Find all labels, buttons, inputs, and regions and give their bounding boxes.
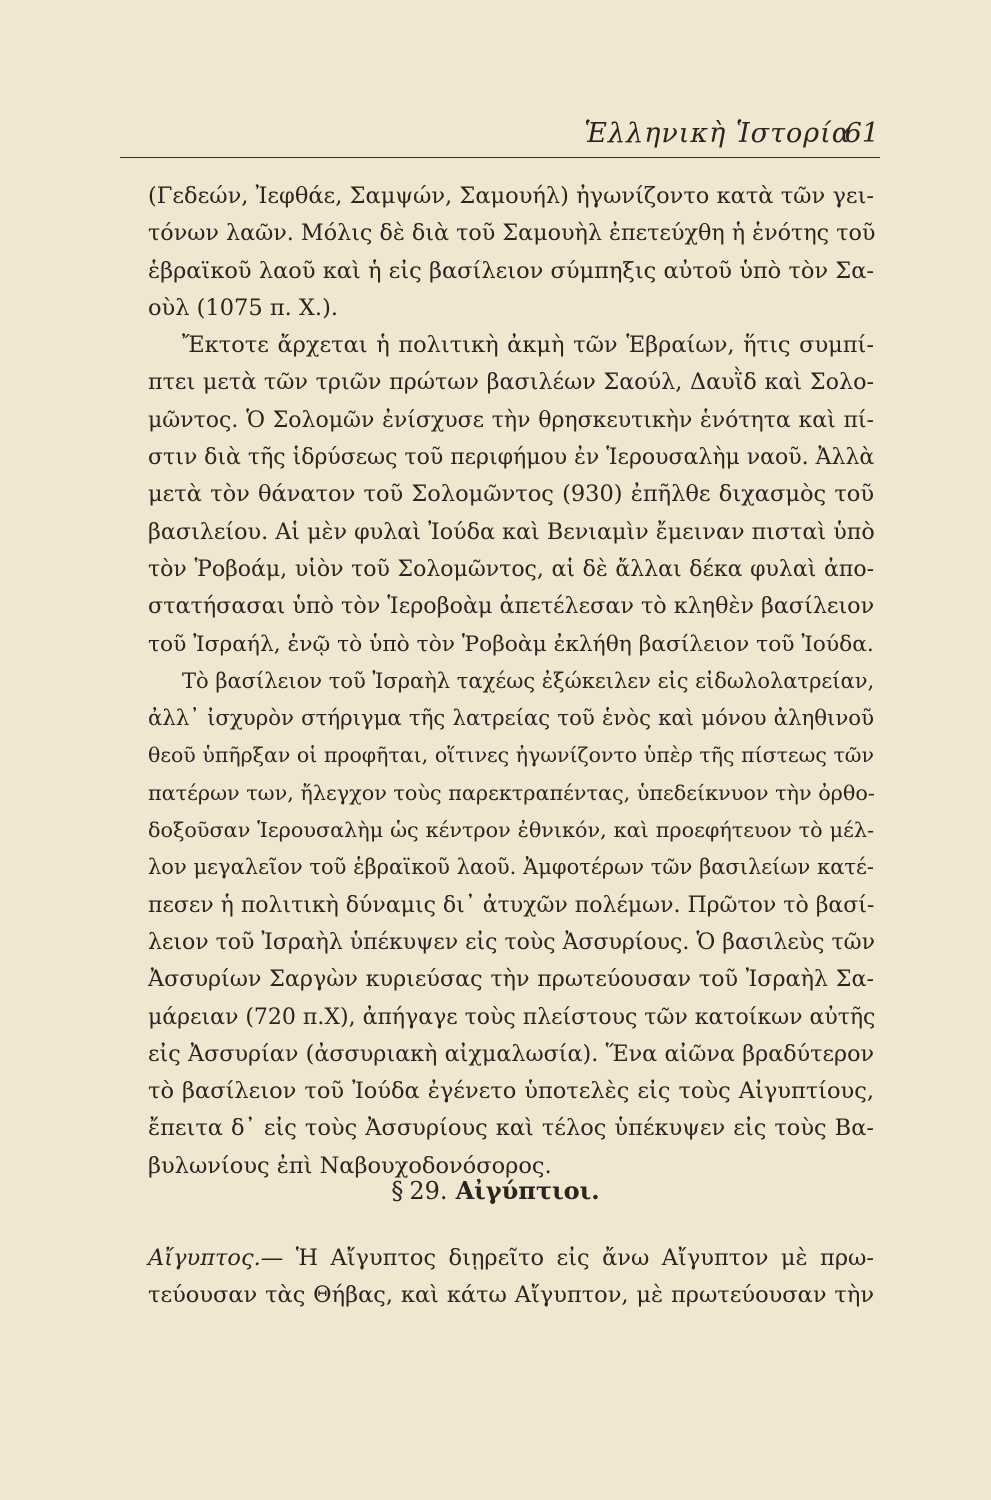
section-symbol: §	[391, 1177, 404, 1205]
text-line: τόνων λαῶν. Μόλις δὲ διὰ τοῦ Σαμουὴλ ἐπετεύχθη ἡ ἑνότης τοῦ	[148, 220, 876, 247]
text-line: μάρειαν (720 π.Χ), ἀπήγαγε τοὺς πλείστους τῶν κατοίκων αὐτῆς	[148, 1004, 876, 1030]
text-line: τὸν Ῥοβοάμ, υἱὸν τοῦ Σολομῶντος, αἱ δὲ ἄλλαι δέκα φυλαὶ ἀπο-	[148, 556, 874, 582]
text-line: μετὰ τὸν θάνατον τοῦ Σολομῶντος (930) ἐπῆλθε διχασμὸς τοῦ	[148, 481, 874, 508]
text-line: τοῦ Ἰσραήλ, ἐνῷ τὸ ὑπὸ τὸν Ῥοβοὰμ ἐκλήθη βασίλειον τοῦ Ἰούδα.	[148, 631, 874, 657]
text-line: Τὸ βασίλειον τοῦ Ἰσραὴλ ταχέως ἐξώκειλεν εἰς εἰδωλολατρείαν,	[182, 668, 875, 693]
text-line: Ἀσσυρίων Σαργὼν κυριεύσας τὴν πρωτεύουσαν τοῦ Ἰσραὴλ Σα-	[148, 966, 874, 993]
text-line: τεύουσαν τὰς Θήβας, καὶ κάτω Αἴγυπτον, μὲ πρωτεύουσαν τὴν	[148, 1282, 874, 1309]
header-rule	[120, 157, 880, 158]
body-text	[148, 178, 874, 1185]
text-line: πατέρων των, ἤλεγχον τοὺς παρεκτραπέντας, ὑπεδείκνυον τὴν ὀρθο-	[148, 780, 875, 805]
section-heading	[0, 1176, 991, 1205]
section-lead: Αἴγυπτος.	[148, 1245, 261, 1271]
text-line: λειον τοῦ Ἰσραὴλ ὑπέκυψεν εἰς τοὺς Ἀσσυρίους. Ὁ βασιλεὺς τῶν	[148, 929, 875, 955]
page-number: 61	[844, 118, 879, 149]
text-line: στιν διὰ τῆς ἱδρύσεως τοῦ περιφήμου ἐν Ἱερουσαλὴμ ναοῦ. Ἀλλὰ	[148, 445, 875, 471]
text-line: πτει μετὰ τῶν τριῶν πρώτων βασιλέων Σαούλ, Δαυῒδ καὶ Σολο-	[148, 369, 874, 396]
lead-dash: —	[260, 1245, 284, 1271]
running-head	[0, 118, 991, 158]
text-line: ἑβραϊκοῦ λαοῦ καὶ ἡ εἰς βασίλειον σύμπηξις αὐτοῦ ὑπὸ τὸν Σα-	[148, 257, 874, 284]
running-head-title: Ἑλληνικὴ Ἱστορία	[584, 118, 851, 149]
text-line: βασιλείου. Αἱ μὲν φυλαὶ Ἰούδα καὶ Βενιαμὶν ἔμειναν πισταὶ ὑπὸ	[148, 518, 875, 545]
text-line: εἰς Ἀσσυρίαν (ἀσσυριακὴ αἰχμαλωσία). Ἕνα αἰῶνα βραδύτερον	[148, 1040, 874, 1067]
text-line: θεοῦ ὑπῆρξαν οἱ προφῆται, οἵτινες ἠγωνίζοντο ὑπὲρ τῆς πίστεως τῶν	[148, 743, 874, 768]
text-line: πεσεν ἡ πολιτικὴ δύναμις δι᾽ ἀτυχῶν πολέμων. Πρῶτον τὸ βασί-	[148, 892, 875, 918]
section-title: Αἰγύπτιοι.	[455, 1176, 600, 1205]
text-line: οὺλ (1075 π. Χ.).	[148, 294, 339, 321]
text-line: δοξοῦσαν Ἱερουσαλὴμ ὡς κέντρον ἐθνικόν, καὶ προεφήτευον τὸ μέλ-	[148, 818, 874, 843]
text-line: βυλωνίους ἐπὶ Ναβουχοδονόσορος.	[148, 1152, 552, 1179]
text-line: λον μεγαλεῖον τοῦ ἑβραϊκοῦ λαοῦ. Ἀμφοτέρων τῶν βασιλείων κατέ-	[148, 855, 874, 880]
text-line: ἀλλ᾽ ἰσχυρὸν στήριγμα τῆς λατρείας τοῦ ἑνὸς καὶ μόνου ἀληθινοῦ	[148, 706, 874, 732]
text-line: στατήσασαι ὑπὸ τὸν Ἱεροβοὰμ ἀπετέλεσαν τὸ κληθὲν βασίλειον	[148, 593, 875, 620]
text-line: ἔπειτα δ᾽ εἰς τοὺς Ἀσσυρίους καὶ τέλος ὑπέκυψεν εἰς τοὺς Βα-	[148, 1115, 874, 1142]
section-first-line	[148, 1240, 874, 1277]
section-number: 29.	[409, 1177, 448, 1205]
text-line: Ἔκτοτε ἄρχεται ἡ πολιτικὴ ἀκμὴ τῶν Ἑβραίων, ἥτις συμπί-	[182, 332, 874, 359]
text-line: Ἡ Αἴγυπτος διῃρεῖτο εἰς ἄνω Αἴγυπτον μὲ πρω-	[295, 1245, 874, 1271]
text-line: τὸ βασίλειον τοῦ Ἰούδα ἐγένετο ὑποτελὲς εἰς τοὺς Αἰγυπτίους,	[148, 1078, 874, 1105]
text-line: μῶντος. Ὁ Σολομῶν ἐνίσχυσε τὴν θρησκευτικὴν ἑνότητα καὶ πί-	[148, 407, 874, 433]
section-body	[148, 1240, 874, 1315]
text-line: (Γεδεών, Ἰεφθάε, Σαμψών, Σαμουήλ) ἠγωνίζοντο κατὰ τῶν γει-	[148, 183, 874, 209]
